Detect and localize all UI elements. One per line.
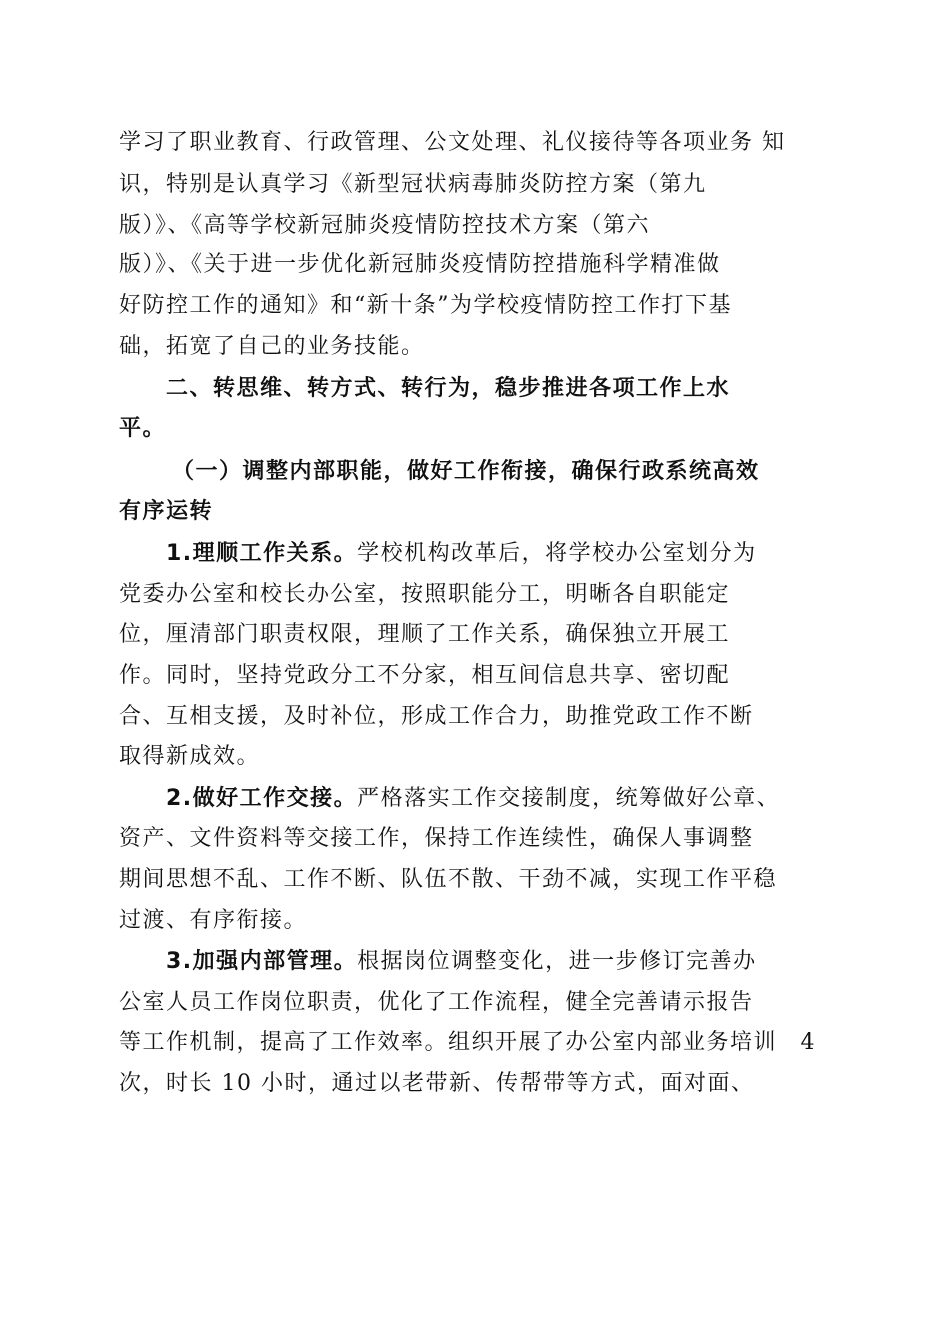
paragraph-line: 础，拓宽了自己的业务技能。 <box>119 334 425 359</box>
item-lead: 2.做好工作交接。 <box>166 786 358 811</box>
item-first-line <box>166 537 757 571</box>
paragraph-line: 版）》、《高等学校新冠肺炎疫情防控技术方案（第六 <box>119 213 651 238</box>
paragraph-line: 合、互相支援，及时补位，形成工作合力，助推党政工作不断 <box>119 704 754 729</box>
item-text: 学校机构改革后，将学校办公室划分为 <box>357 541 757 566</box>
paragraph-line: 位，厘清部门职责权限，理顺了工作关系，确保独立开展工 <box>119 622 731 647</box>
paragraph-line: 版）》、《关于进一步优化新冠肺炎疫情防控措施科学精准做 <box>119 252 721 277</box>
paragraph-line: 好防控工作的通知》和“新十条”为学校疫情防控工作打下基 <box>119 293 732 318</box>
paragraph-line: 学习了职业教育、行政管理、公文处理、礼仪接待等各项业务 知 <box>119 130 786 155</box>
paragraph-line: 识，特别是认真学习《新型冠状病毒肺炎防控方案（第九 <box>119 172 707 197</box>
subsection-heading: （一）调整内部职能，做好工作衔接，确保行政系统高效 <box>172 459 760 484</box>
paragraph-line: 等工作机制，提高了工作效率。组织开展了办公室内部业务培训 4 <box>119 1030 816 1055</box>
paragraph-line: 作。同时，坚持党政分工不分家，相互间信息共享、密切配 <box>119 663 731 688</box>
subsection-heading: 有序运转 <box>119 499 214 524</box>
section-heading: 二、转思维、转方式、转行为，稳步推进各项工作上水 <box>166 376 731 401</box>
paragraph-line: 过渡、有序衔接。 <box>119 908 308 933</box>
item-first-line <box>166 945 757 979</box>
item-text: 严格落实工作交接制度，统筹做好公章、 <box>357 786 781 811</box>
section-heading: 平。 <box>119 416 167 441</box>
item-lead: 1.理顺工作关系。 <box>166 541 358 566</box>
item-first-line <box>166 782 780 816</box>
paragraph-line: 取得新成效。 <box>119 744 261 769</box>
paragraph-line: 公室人员工作岗位职责，优化了工作流程，健全完善请示报告 <box>119 990 754 1015</box>
item-text: 根据岗位调整变化，进一步修订完善办 <box>357 949 757 974</box>
paragraph-line: 期间思想不乱、工作不断、队伍不散、干劲不减，实现工作平稳 <box>119 867 778 892</box>
paragraph-line: 次，时长 10 小时，通过以老带新、传帮带等方式，面对面、 <box>119 1071 755 1096</box>
item-lead: 3.加强内部管理。 <box>166 949 358 974</box>
paragraph-line: 资产、文件资料等交接工作，保持工作连续性，确保人事调整 <box>119 826 754 851</box>
paragraph-line: 党委办公室和校长办公室，按照职能分工，明晰各自职能定 <box>119 582 731 607</box>
